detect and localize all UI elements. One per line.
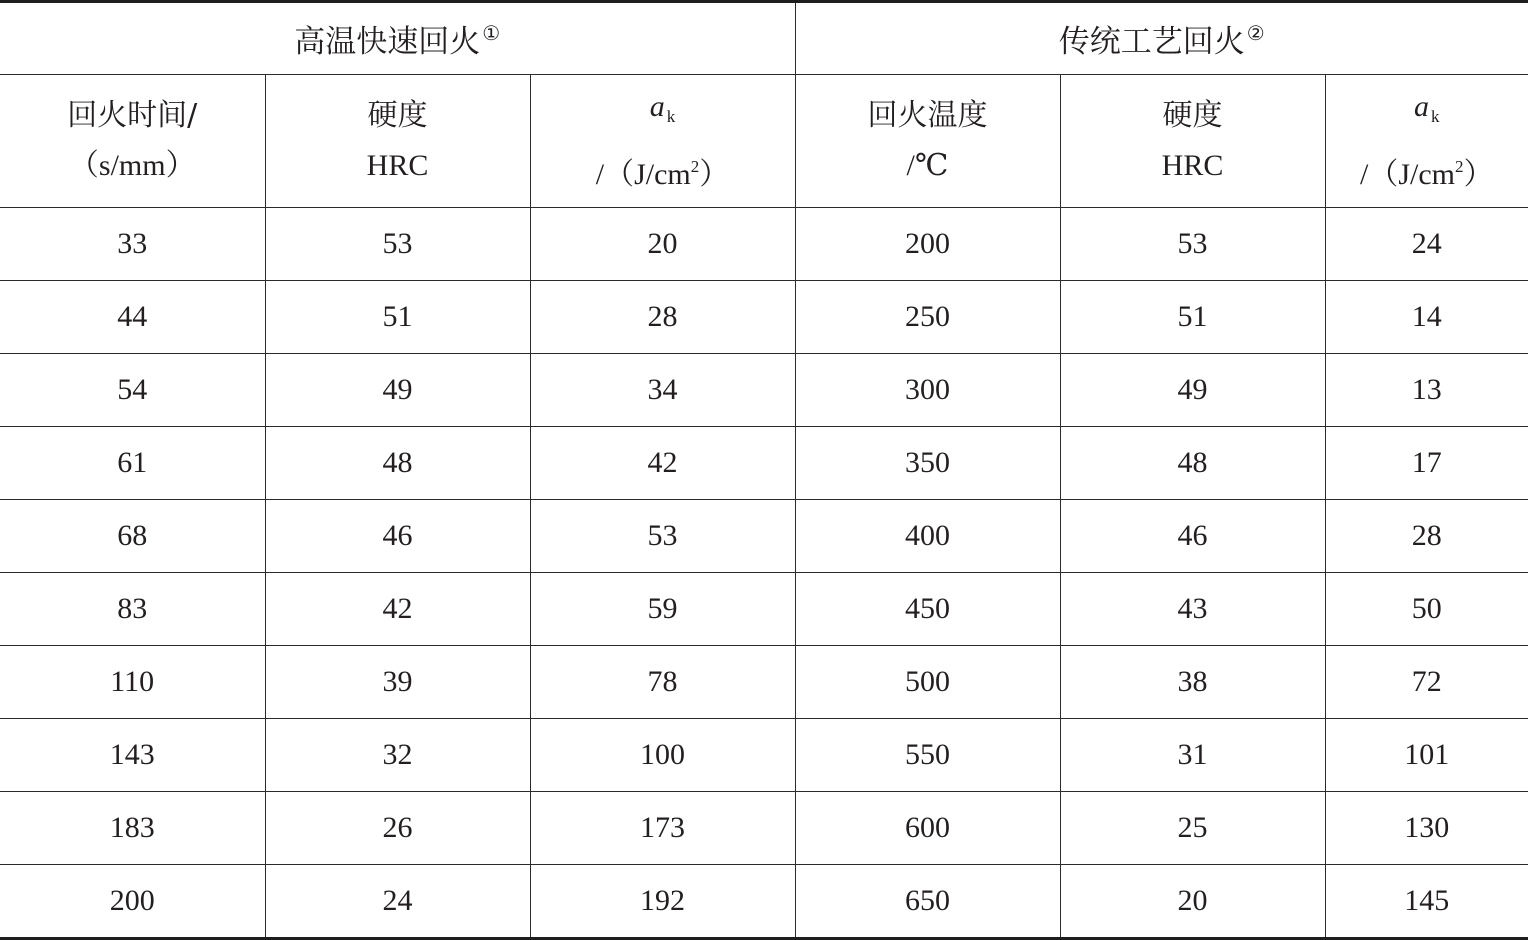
table-cell: 24 bbox=[1325, 208, 1528, 281]
table-cell: 28 bbox=[530, 281, 795, 354]
header-symbol: a $_k$ bbox=[1326, 82, 1528, 142]
table-row bbox=[0, 573, 1528, 646]
table-cell: 48 bbox=[1060, 427, 1325, 500]
table-cell: 300 bbox=[795, 354, 1060, 427]
group-header-row bbox=[0, 2, 1528, 75]
footnote-marker: ② bbox=[1247, 21, 1265, 45]
table-cell: 48 bbox=[265, 427, 530, 500]
table-cell: 33 bbox=[0, 208, 265, 281]
table-row bbox=[0, 865, 1528, 939]
col-header-hardness-left bbox=[265, 75, 530, 208]
table-row bbox=[0, 646, 1528, 719]
table-cell: 53 bbox=[530, 500, 795, 573]
table-cell: 145 bbox=[1325, 865, 1528, 939]
table-cell: 32 bbox=[265, 719, 530, 792]
table-cell: 13 bbox=[1325, 354, 1528, 427]
table-cell: 31 bbox=[1060, 719, 1325, 792]
table-cell: 350 bbox=[795, 427, 1060, 500]
table-cell: 20 bbox=[530, 208, 795, 281]
table-cell: 54 bbox=[0, 354, 265, 427]
table-cell: 50 bbox=[1325, 573, 1528, 646]
table-cell: 650 bbox=[795, 865, 1060, 939]
table-cell: 53 bbox=[1060, 208, 1325, 281]
header-line: 回火时间/ bbox=[0, 91, 265, 141]
table-cell: 61 bbox=[0, 427, 265, 500]
header-line: 硬度 bbox=[266, 91, 530, 141]
col-header-tempering-temp bbox=[795, 75, 1060, 208]
table-cell: 400 bbox=[795, 500, 1060, 573]
table-row bbox=[0, 427, 1528, 500]
footnote-marker: ① bbox=[482, 21, 500, 45]
col-header-impact-right bbox=[1325, 75, 1528, 208]
table-cell: 51 bbox=[1060, 281, 1325, 354]
table-cell: 25 bbox=[1060, 792, 1325, 865]
header-line: 硬度 bbox=[1061, 91, 1325, 141]
table-cell: 183 bbox=[0, 792, 265, 865]
table-cell: 130 bbox=[1325, 792, 1528, 865]
header-unit: $/(J/cm^2)$ bbox=[1326, 142, 1528, 200]
table-cell: 42 bbox=[265, 573, 530, 646]
table-cell: 550 bbox=[795, 719, 1060, 792]
table-cell: 450 bbox=[795, 573, 1060, 646]
table-cell: 200 bbox=[0, 865, 265, 939]
table-cell: 110 bbox=[0, 646, 265, 719]
table-cell: 39 bbox=[265, 646, 530, 719]
table-body bbox=[0, 208, 1528, 939]
col-header-tempering-time bbox=[0, 75, 265, 208]
table-row bbox=[0, 208, 1528, 281]
table-cell: 26 bbox=[265, 792, 530, 865]
table-cell: 14 bbox=[1325, 281, 1528, 354]
table-cell: 72 bbox=[1325, 646, 1528, 719]
table-cell: 44 bbox=[0, 281, 265, 354]
table-cell: 38 bbox=[1060, 646, 1325, 719]
header-unit: /℃ bbox=[796, 141, 1060, 191]
header-unit: （s/mm） bbox=[0, 141, 265, 191]
group-label: 传统工艺回火 bbox=[1059, 24, 1245, 60]
header-symbol: a $_k$ bbox=[531, 82, 795, 142]
table-cell: 600 bbox=[795, 792, 1060, 865]
table-cell: 100 bbox=[530, 719, 795, 792]
table-cell: 250 bbox=[795, 281, 1060, 354]
header-line: 回火温度 bbox=[796, 91, 1060, 141]
table-cell: 83 bbox=[0, 573, 265, 646]
table-cell: 53 bbox=[265, 208, 530, 281]
table-cell: 49 bbox=[1060, 354, 1325, 427]
table-cell: 46 bbox=[265, 500, 530, 573]
column-header-row bbox=[0, 75, 1528, 208]
col-header-hardness-right bbox=[1060, 75, 1325, 208]
table-cell: 200 bbox=[795, 208, 1060, 281]
group-header-conventional bbox=[795, 2, 1528, 75]
table-cell: 24 bbox=[265, 865, 530, 939]
table-row bbox=[0, 500, 1528, 573]
table-cell: 20 bbox=[1060, 865, 1325, 939]
table-cell: 34 bbox=[530, 354, 795, 427]
table-cell: 68 bbox=[0, 500, 265, 573]
table-cell: 28 bbox=[1325, 500, 1528, 573]
table-cell: 500 bbox=[795, 646, 1060, 719]
table-cell: 173 bbox=[530, 792, 795, 865]
col-header-impact-left bbox=[530, 75, 795, 208]
table-cell: 42 bbox=[530, 427, 795, 500]
table-row bbox=[0, 354, 1528, 427]
table-cell: 143 bbox=[0, 719, 265, 792]
table-row bbox=[0, 281, 1528, 354]
table-cell: 51 bbox=[265, 281, 530, 354]
table-cell: 17 bbox=[1325, 427, 1528, 500]
table-row bbox=[0, 719, 1528, 792]
table-row bbox=[0, 792, 1528, 865]
header-unit: $/(J/cm^2)$ bbox=[531, 142, 795, 200]
group-label: 高温快速回火 bbox=[294, 24, 480, 60]
table-cell: 46 bbox=[1060, 500, 1325, 573]
table-cell: 101 bbox=[1325, 719, 1528, 792]
table-cell: 59 bbox=[530, 573, 795, 646]
table-cell: 78 bbox=[530, 646, 795, 719]
header-unit: HRC bbox=[1061, 141, 1325, 191]
table-cell: 49 bbox=[265, 354, 530, 427]
header-unit: HRC bbox=[266, 141, 530, 191]
group-header-high-temp-rapid bbox=[0, 2, 795, 75]
table-cell: 192 bbox=[530, 865, 795, 939]
table-cell: 43 bbox=[1060, 573, 1325, 646]
